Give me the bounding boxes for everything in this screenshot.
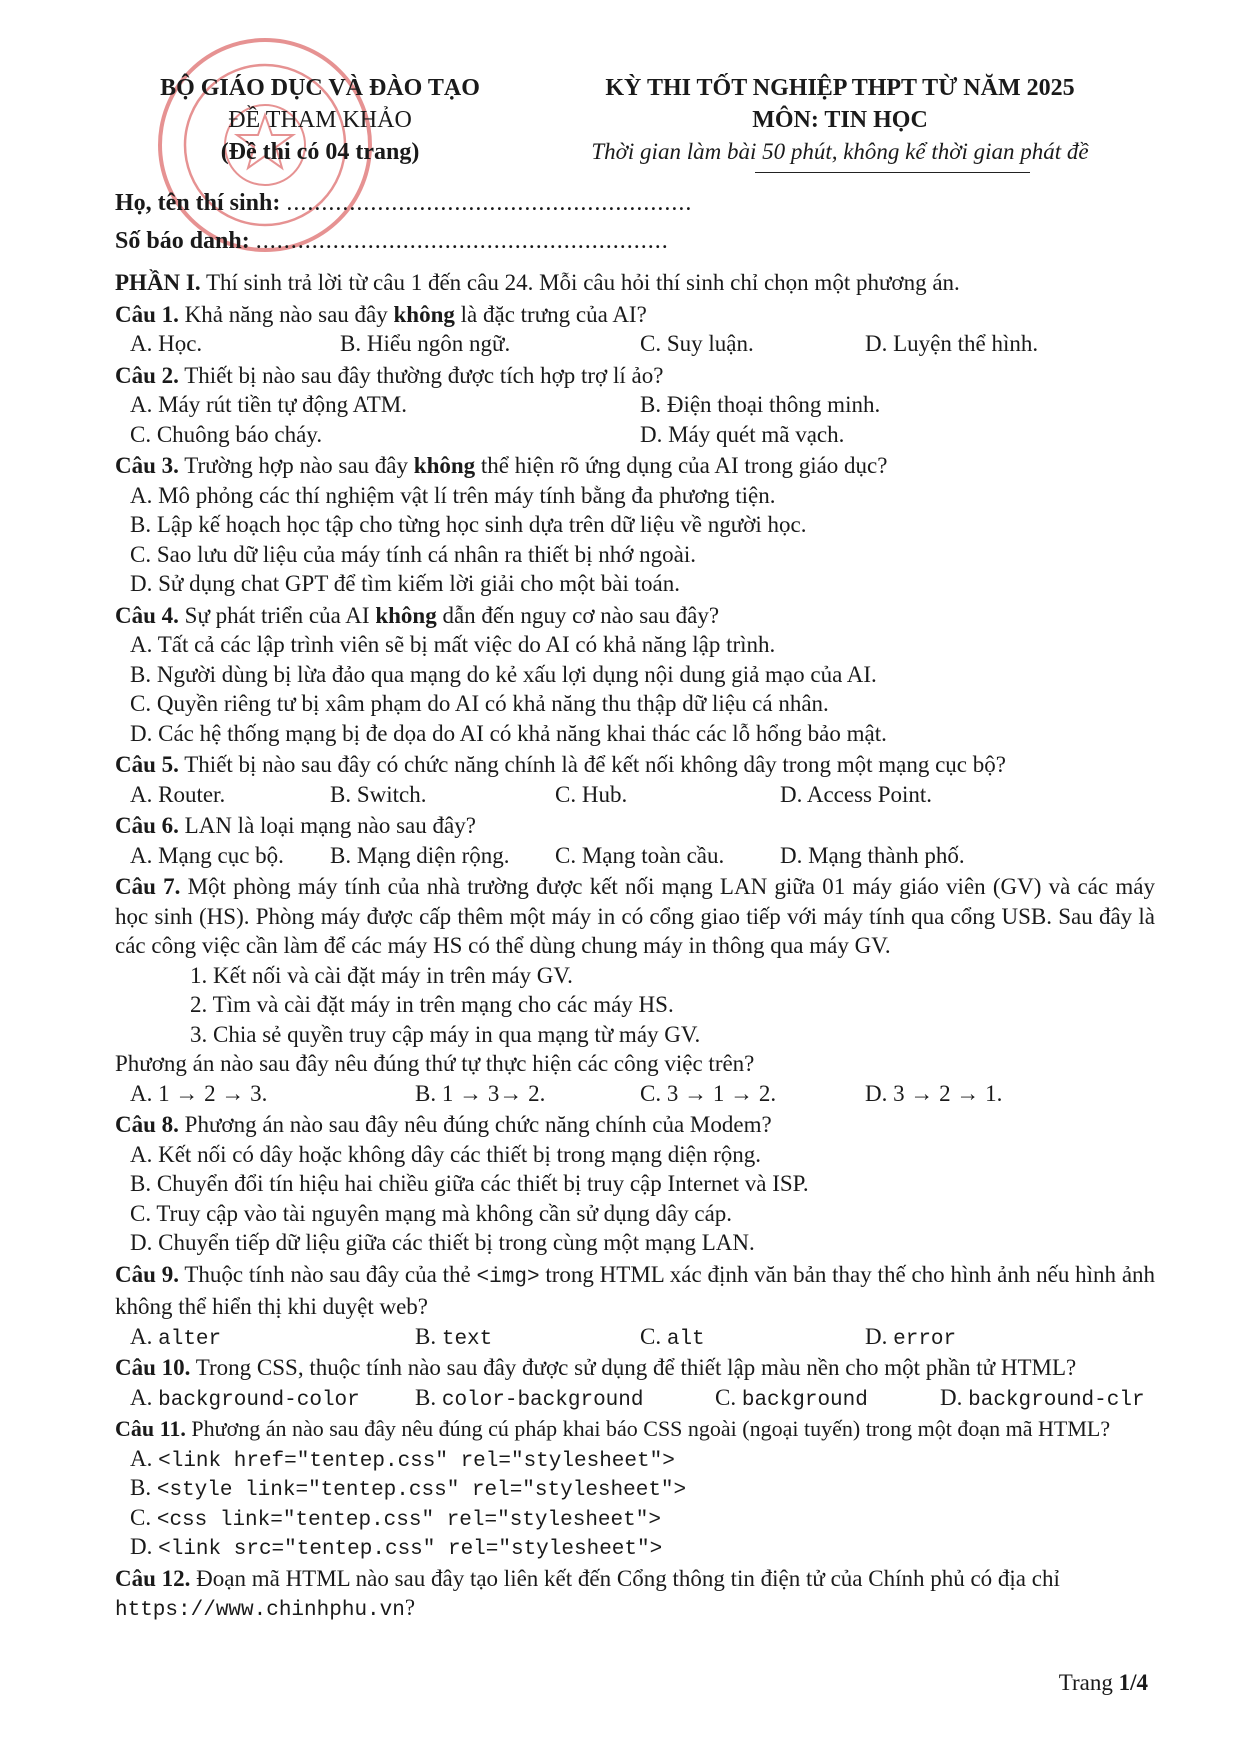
question-9-options [115,1322,1155,1352]
subject-title: MÔN: TIN HỌC [752,107,928,133]
option-letter: C. [640,1323,662,1349]
question-1 [115,300,1155,330]
candidate-id-dots: ........................................................... [255,228,669,254]
option-letter: C. [715,1384,737,1410]
candidate-id-field [115,228,669,255]
pages-note: (Đề thi có 04 trang) [220,139,420,165]
question-label: Câu 9. [115,1261,179,1287]
option-c [115,1503,1155,1533]
question-1-options [115,329,1155,359]
question-label: Câu 2. [115,362,179,388]
question-10-options [115,1383,1155,1413]
question-text: Phương án nào sau đây nêu đúng chức năng chính của Modem? [184,1112,772,1137]
part1-heading [115,268,1155,298]
question-text: Thiết bị nào sau đây có chức năng chính là để kết nối không dây trong một mạng cục bộ? [184,752,1006,777]
option-a: A. Học. [130,331,203,356]
option-b [415,1383,715,1413]
step-1: 1. Kết nối và cài đặt máy in trên máy GV. [190,962,573,988]
question-text: Phương án nào sau đây nêu đúng cú pháp khai báo CSS ngoài (ngoại tuyến) trong một đoạn mã HTML? [191,1416,1111,1441]
question-2-options-row1 [115,390,1155,420]
option-c: C. 3 → 1 → 2. [640,1080,777,1106]
option-code: color-background [441,1388,644,1412]
question-label: Câu 10. [115,1355,191,1380]
question-label: Câu 12. [115,1565,191,1591]
question-label: Câu 7. [115,874,181,899]
question-10 [115,1353,1155,1383]
option-d [940,1383,1145,1413]
option-a: A. Máy rút tiền tự động ATM. [130,392,407,417]
option-d: D. Sử dụng chat GPT để tìm kiếm lời giải cho một bài toán. [130,571,680,596]
option-b: B. Mạng diện rộng. [330,842,510,868]
question-7-options [115,1079,1155,1109]
question-7 [115,872,1155,961]
question-6-options [115,841,1155,871]
question-text: Trường hợp nào sau đây [184,453,409,478]
question-text: Sự phát triển của AI [184,602,370,628]
option-code: <link href="tentep.css" rel="stylesheet"> [158,1449,675,1473]
option-d: D. Mạng thành phố. [780,842,965,868]
option-a: A. Tất cả các lập trình viên sẽ bị mất việc do AI có khả năng lập trình. [130,632,776,657]
ministry-name: BỘ GIÁO DỤC VÀ ĐÀO TẠO [160,75,480,101]
question-11 [115,1414,1155,1444]
option-letter: B. [130,1475,152,1500]
question-label: Câu 6. [115,813,179,838]
option-c: C. Mạng toàn cầu. [555,842,725,868]
option-code: alter [158,1327,222,1351]
option-c: C. Sao lưu dữ liệu của máy tính cá nhân ra thiết bị nhớ ngoài. [130,541,696,567]
option-letter: B. [415,1323,437,1349]
option-b: B. Người dùng bị lừa đảo qua mạng do kẻ xấu lợi dụng nội dung giả mạo của AI. [130,661,877,687]
question-8 [115,1110,1155,1140]
option-c: C. Suy luận. [640,331,754,356]
option-d: D. Access Point. [780,781,933,807]
part1-label: PHẦN I. [115,270,201,295]
option-d: D. Máy quét mã vạch. [640,421,845,447]
question-text: Trong CSS, thuộc tính nào sau đây được sử dụng để thiết lập màu nền cho một phần tử HTML? [195,1355,1077,1380]
question-2-options-row2 [115,420,1155,450]
question-3 [115,451,1155,481]
question-text: Thuộc tính nào sau đây của thẻ [184,1261,471,1287]
exam-type: ĐỀ THAM KHẢO [228,107,412,133]
question-emphasis: không [393,301,455,327]
option-c: C. Truy cập vào tài nguyên mạng mà không cần sử dụng dây cáp. [130,1200,733,1226]
page-number: 1/4 [1118,1670,1148,1695]
question-12 [115,1564,1155,1626]
header-left [150,72,490,168]
option-code: alt [666,1327,705,1351]
option-b [115,1473,1155,1503]
question-text: thể hiện rõ ứng dụng của AI trong giáo dục? [480,453,888,478]
question-text: Thiết bị nào sau đây thường được tích hợp trợ lí ảo? [184,362,664,388]
question-2 [115,361,1155,391]
option-a: A. Mạng cục bộ. [130,842,284,868]
candidate-name-label: Họ, tên thí sinh: [115,190,281,216]
question-6 [115,811,1155,841]
header-underline [755,172,1030,173]
option-b [415,1322,640,1352]
option-letter: D. [940,1384,963,1410]
option-code: background [741,1388,868,1412]
option-c: C. Hub. [555,781,628,807]
option-d: D. 3 → 2 → 1. [865,1080,1003,1106]
option-code: background-clr [968,1388,1145,1412]
option-code: text [441,1327,493,1351]
question-9 [115,1260,1155,1322]
option-b: B. Điện thoại thông minh. [640,392,881,417]
question-label: Câu 8. [115,1112,179,1137]
option-letter: A. [130,1384,153,1410]
step-2: 2. Tìm và cài đặt máy in trên mạng cho các máy HS. [190,992,674,1017]
question-5 [115,750,1155,780]
part1-instruction: Thí sinh trả lời từ câu 1 đến câu 24. Mỗi câu hỏi thí sinh chỉ chọn một phương án. [205,270,960,295]
question-mark: ? [404,1595,416,1620]
question-emphasis: không [413,453,476,478]
option-code: background-color [158,1388,360,1412]
question-text: trong HTML xác định văn bản thay thế cho hình ảnh nếu hình ảnh không thể hiển thị khi duyệt web? [115,1261,1156,1319]
option-letter: D. [865,1323,888,1349]
question-label: Câu 4. [115,602,179,628]
question-url: https://www.chinhphu.vn [115,1599,405,1622]
option-a [115,1444,1155,1474]
option-b: B. Switch. [330,781,427,807]
question-text: Đoạn mã HTML nào sau đây tạo liên kết đến Cổng thông tin điện tử của Chính phủ có địa chỉ [196,1565,1060,1591]
option-b: B. Chuyển đổi tín hiệu hai chiều giữa các thiết bị truy cập Internet và ISP. [130,1171,809,1196]
question-label: Câu 5. [115,752,179,777]
step-3: 3. Chia sẻ quyền truy cập máy in qua mạng từ máy GV. [190,1021,701,1047]
option-a: A. Mô phỏng các thí nghiệm vật lí trên máy tính bằng đa phương tiện. [130,482,776,508]
option-c [715,1383,940,1413]
option-c: C. Chuông báo cháy. [130,421,323,447]
option-b: B. Lập kế hoạch học tập cho từng học sinh dựa trên dữ liệu về người học. [130,512,807,537]
candidate-id-label: Số báo danh: [115,228,250,254]
question-5-options [115,780,1155,810]
question-code: <img> [476,1265,540,1289]
question-4 [115,601,1155,631]
option-letter: A. [130,1445,153,1471]
option-c [640,1322,865,1352]
option-code: <style link="tentep.css" rel="stylesheet"> [156,1479,687,1502]
option-a: A. 1 → 2 → 3. [130,1080,268,1106]
option-b: B. 1 → 3→ 2. [415,1080,546,1106]
question-label: Câu 3. [115,453,179,478]
question-text: Khả năng nào sau đây [184,301,388,327]
option-letter: A. [130,1323,153,1349]
page-footer [1059,1670,1148,1696]
candidate-name-dots: .......................................................... [286,190,693,216]
option-code: error [893,1327,957,1351]
candidate-name-field [115,190,692,217]
question-7-ask: Phương án nào sau đây nêu đúng thứ tự thực hiện các công việc trên? [115,1051,755,1076]
option-d [865,1322,956,1352]
question-label: Câu 11. [115,1416,186,1441]
option-code: <link src="tentep.css" rel="stylesheet"> [158,1538,663,1561]
option-d [115,1532,1155,1562]
exam-content [115,268,1155,1626]
option-b: B. Hiểu ngôn ngữ. [340,331,511,356]
option-letter: C. [130,1504,152,1530]
option-letter: B. [415,1384,437,1410]
option-a: A. Kết nối có dây hoặc không dây các thiết bị trong mạng diện rộng. [130,1141,762,1167]
page-label: Trang [1058,1670,1113,1695]
question-text: là đặc trưng của AI? [460,301,647,327]
question-text: dẫn đến nguy cơ nào sau đây? [442,602,720,628]
option-a [130,1322,415,1352]
option-d: D. Chuyển tiếp dữ liệu giữa các thiết bị trong cùng một mạng LAN. [130,1230,755,1255]
option-d: D. Các hệ thống mạng bị đe dọa do AI có khả năng khai thác các lỗ hổng bảo mật. [130,720,887,746]
header-right [560,72,1120,168]
question-text: Một phòng máy tính của nhà trường được kết nối mạng LAN giữa 01 máy giáo viên (GV) và các máy học sinh (HS). Phòng máy được cấp thêm một máy in có cổng giao tiếp với máy tính qua cổng USB. Sau đây là các công việc cần làm để các máy HS có thể dùng chung máy in thông qua máy GV. [115,874,1155,958]
option-a: A. Router. [130,781,226,807]
question-text: LAN là loại mạng nào sau đây? [184,813,476,838]
question-emphasis: không [375,602,437,628]
question-label: Câu 1. [115,301,179,327]
option-a [130,1383,415,1413]
duration-note: Thời gian làm bài 50 phút, không kể thời gian phát đề [591,139,1089,164]
exam-title: KỲ THI TỐT NGHIỆP THPT TỪ NĂM 2025 [605,75,1075,101]
option-code: <css link="tentep.css" rel="stylesheet"> [156,1508,661,1532]
option-letter: D. [130,1534,153,1559]
option-d: D. Luyện thể hình. [865,331,1039,356]
option-c: C. Quyền riêng tư bị xâm phạm do AI có khả năng thu thập dữ liệu cá nhân. [130,691,829,716]
